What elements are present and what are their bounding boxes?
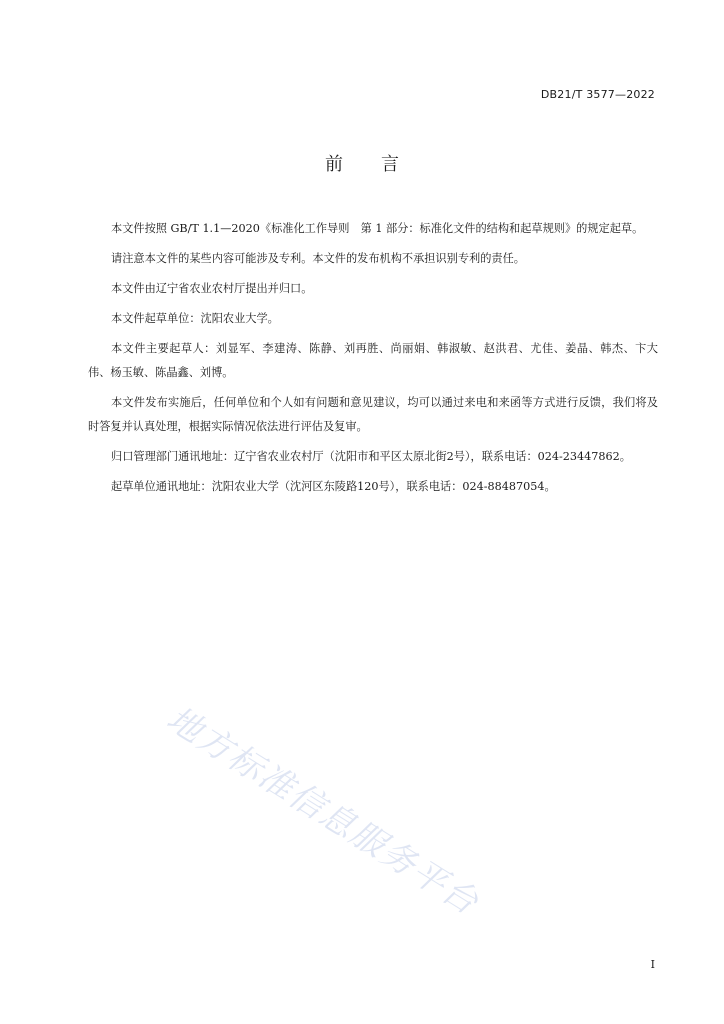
- standard-number: DB21/T 3577—2022: [540, 88, 655, 101]
- watermark: 地方标准信息服务平台: [159, 698, 487, 924]
- page-title: 前言: [325, 154, 437, 175]
- paragraph: 请注意本文件的某些内容可能涉及专利。本文件的发布机构不承担识别专利的责任。: [111, 252, 525, 265]
- paragraph: 本文件主要起草人：刘显军、李建涛、陈静、刘再胜、尚丽娟、韩淑敏、赵洪君、尤佳、姜晶、韩杰、卞大伟、杨玉敏、陈晶鑫、刘博。: [88, 342, 658, 379]
- paragraph: 本文件发布实施后，任何单位和个人如有问题和意见建议，均可以通过来电和来函等方式进行反馈，我们将及时答复并认真处理，根据实际情况依法进行评估及复审。: [88, 396, 658, 433]
- page-number: I: [650, 958, 655, 971]
- paragraph: 本文件按照 GB/T 1.1—2020《标准化工作导则 第 1 部分：标准化文件的结构和起草规则》的规定起草。: [111, 222, 644, 235]
- paragraph: 归口管理部门通讯地址：辽宁省农业农村厅（沈阳市和平区太原北街2号），联系电话：024-23447862。: [111, 450, 631, 463]
- paragraph: 本文件由辽宁省农业农村厅提出并归口。: [111, 282, 313, 295]
- paragraph: 本文件起草单位：沈阳农业大学。: [111, 312, 279, 325]
- document-body: [88, 217, 658, 505]
- paragraph: 起草单位通讯地址：沈阳农业大学（沈河区东陵路120号），联系电话：024-88487054。: [111, 480, 556, 493]
